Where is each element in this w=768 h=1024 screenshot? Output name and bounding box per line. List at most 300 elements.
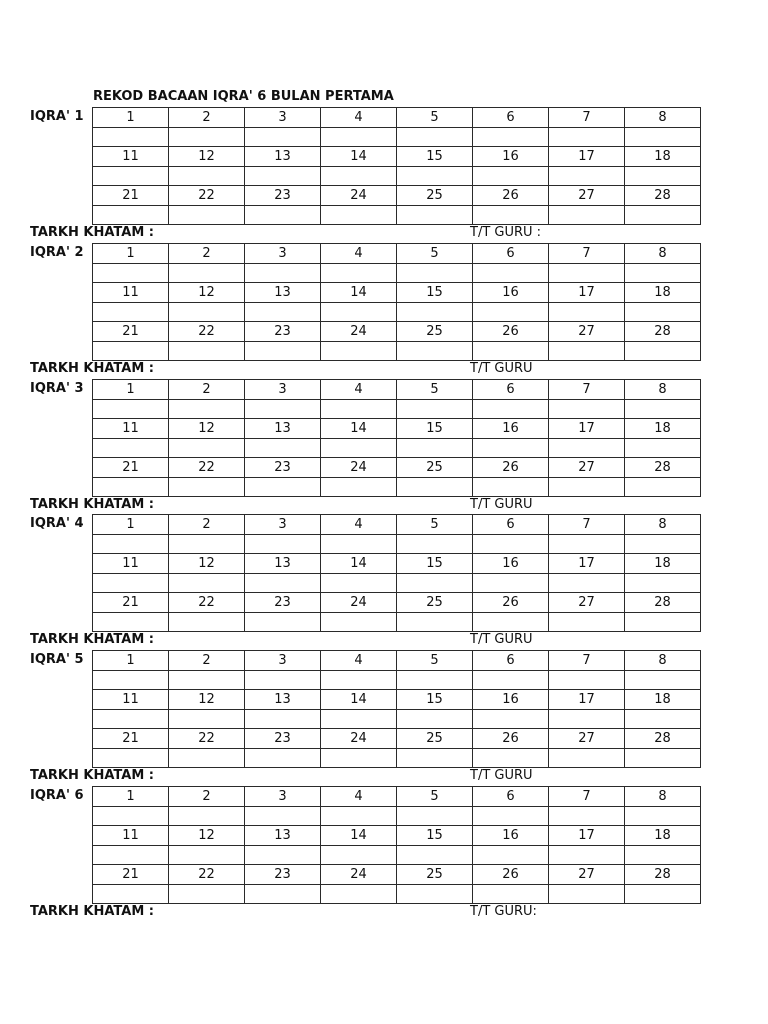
page-number-cell: 12 <box>169 826 245 846</box>
page-number-cell: 4 <box>321 651 397 671</box>
page-record-table <box>92 650 701 768</box>
khatam-date-label: TARKH KHATAM : <box>30 497 154 512</box>
page-number-cell: 17 <box>549 419 625 439</box>
teacher-signature-label: T/T GURU <box>470 361 533 376</box>
entry-cell[interactable] <box>549 263 625 283</box>
entry-cell[interactable] <box>625 534 701 554</box>
entry-cell[interactable] <box>93 166 169 186</box>
page-number-cell: 5 <box>397 787 473 807</box>
page-number-cell: 3 <box>245 380 321 400</box>
entry-row <box>93 534 701 554</box>
page-number-row <box>93 108 701 128</box>
page-number-cell: 17 <box>549 554 625 574</box>
page-number-cell: 2 <box>169 244 245 264</box>
page-number-row <box>93 651 701 671</box>
page-number-cell: 21 <box>93 729 169 749</box>
entry-cell[interactable] <box>397 845 473 865</box>
entry-cell[interactable] <box>625 127 701 147</box>
entry-cell[interactable] <box>549 477 625 497</box>
page-number-row <box>93 515 701 535</box>
entry-cell[interactable] <box>549 670 625 690</box>
page-number-cell: 26 <box>473 865 549 885</box>
entry-cell[interactable] <box>321 399 397 419</box>
entry-cell[interactable] <box>549 573 625 593</box>
page-number-cell: 6 <box>473 108 549 128</box>
page-number-cell: 25 <box>397 593 473 613</box>
entry-row <box>93 573 701 593</box>
entry-cell[interactable] <box>473 166 549 186</box>
page-number-cell: 8 <box>625 515 701 535</box>
entry-row <box>93 127 701 147</box>
entry-cell[interactable] <box>549 612 625 632</box>
page-number-cell: 3 <box>245 651 321 671</box>
entry-cell[interactable] <box>245 438 321 458</box>
entry-cell[interactable] <box>549 302 625 322</box>
page-number-row <box>93 554 701 574</box>
entry-cell[interactable] <box>473 341 549 361</box>
page-number-cell: 18 <box>625 419 701 439</box>
entry-cell[interactable] <box>93 748 169 768</box>
entry-cell[interactable] <box>169 166 245 186</box>
entry-cell[interactable] <box>321 477 397 497</box>
page-record-table <box>92 243 701 361</box>
entry-cell[interactable] <box>397 477 473 497</box>
page-number-cell: 18 <box>625 554 701 574</box>
entry-cell[interactable] <box>473 438 549 458</box>
entry-cell[interactable] <box>321 127 397 147</box>
entry-cell[interactable] <box>625 884 701 904</box>
entry-cell[interactable] <box>397 534 473 554</box>
iqra-block-4 <box>0 514 768 650</box>
teacher-signature-label: T/T GURU <box>470 497 533 512</box>
page-number-cell: 13 <box>245 283 321 303</box>
page-number-cell: 26 <box>473 593 549 613</box>
entry-cell[interactable] <box>549 127 625 147</box>
entry-cell[interactable] <box>397 127 473 147</box>
entry-cell[interactable] <box>397 399 473 419</box>
entry-cell[interactable] <box>169 612 245 632</box>
entry-cell[interactable] <box>397 709 473 729</box>
entry-cell[interactable] <box>245 806 321 826</box>
page-number-cell: 3 <box>245 515 321 535</box>
entry-cell[interactable] <box>245 477 321 497</box>
page-number-cell: 12 <box>169 690 245 710</box>
page-number-cell: 7 <box>549 787 625 807</box>
entry-cell[interactable] <box>473 845 549 865</box>
page-number-cell: 17 <box>549 826 625 846</box>
entry-cell[interactable] <box>93 573 169 593</box>
entry-cell[interactable] <box>169 205 245 225</box>
entry-cell[interactable] <box>169 748 245 768</box>
page-number-cell: 17 <box>549 690 625 710</box>
page-number-cell: 24 <box>321 593 397 613</box>
page-number-cell: 23 <box>245 186 321 206</box>
entry-cell[interactable] <box>245 399 321 419</box>
page-number-cell: 12 <box>169 147 245 167</box>
entry-cell[interactable] <box>321 845 397 865</box>
entry-cell[interactable] <box>397 573 473 593</box>
entry-cell[interactable] <box>549 845 625 865</box>
entry-cell[interactable] <box>93 612 169 632</box>
page-number-cell: 5 <box>397 380 473 400</box>
entry-cell[interactable] <box>397 748 473 768</box>
entry-cell[interactable] <box>321 709 397 729</box>
entry-cell[interactable] <box>625 166 701 186</box>
entry-cell[interactable] <box>93 477 169 497</box>
entry-cell[interactable] <box>245 670 321 690</box>
entry-cell[interactable] <box>169 263 245 283</box>
page-number-cell: 23 <box>245 729 321 749</box>
entry-cell[interactable] <box>625 205 701 225</box>
entry-cell[interactable] <box>397 341 473 361</box>
entry-cell[interactable] <box>245 884 321 904</box>
page-number-cell: 1 <box>93 380 169 400</box>
iqra-label: IQRA' 5 <box>30 652 84 667</box>
entry-cell[interactable] <box>473 399 549 419</box>
entry-cell[interactable] <box>473 748 549 768</box>
entry-cell[interactable] <box>549 884 625 904</box>
iqra-label: IQRA' 3 <box>30 381 84 396</box>
page-number-cell: 8 <box>625 651 701 671</box>
page-number-cell: 14 <box>321 283 397 303</box>
entry-cell[interactable] <box>321 438 397 458</box>
entry-cell[interactable] <box>321 341 397 361</box>
entry-cell[interactable] <box>397 670 473 690</box>
entry-cell[interactable] <box>169 845 245 865</box>
entry-cell[interactable] <box>397 806 473 826</box>
page-number-cell: 6 <box>473 787 549 807</box>
entry-row <box>93 205 701 225</box>
page-number-cell: 5 <box>397 108 473 128</box>
entry-cell[interactable] <box>397 263 473 283</box>
entry-cell[interactable] <box>473 709 549 729</box>
entry-cell[interactable] <box>549 748 625 768</box>
entry-cell[interactable] <box>93 302 169 322</box>
entry-cell[interactable] <box>169 884 245 904</box>
page-number-cell: 4 <box>321 380 397 400</box>
page-number-row <box>93 865 701 885</box>
entry-row <box>93 477 701 497</box>
entry-cell[interactable] <box>93 127 169 147</box>
entry-row <box>93 166 701 186</box>
page-number-cell: 5 <box>397 651 473 671</box>
entry-cell[interactable] <box>321 302 397 322</box>
entry-row <box>93 709 701 729</box>
entry-cell[interactable] <box>169 302 245 322</box>
entry-cell[interactable] <box>321 806 397 826</box>
page-number-row <box>93 787 701 807</box>
entry-cell[interactable] <box>93 263 169 283</box>
page-number-row <box>93 147 701 167</box>
page-number-cell: 4 <box>321 787 397 807</box>
entry-cell[interactable] <box>397 612 473 632</box>
entry-cell[interactable] <box>169 399 245 419</box>
entry-cell[interactable] <box>473 806 549 826</box>
page-number-cell: 11 <box>93 283 169 303</box>
entry-cell[interactable] <box>169 670 245 690</box>
page-number-cell: 28 <box>625 865 701 885</box>
page-number-cell: 15 <box>397 283 473 303</box>
entry-cell[interactable] <box>93 438 169 458</box>
page-number-cell: 17 <box>549 147 625 167</box>
entry-cell[interactable] <box>245 341 321 361</box>
page-number-row <box>93 729 701 749</box>
page-number-cell: 5 <box>397 244 473 264</box>
entry-cell[interactable] <box>169 438 245 458</box>
page-number-row <box>93 380 701 400</box>
page-number-cell: 12 <box>169 554 245 574</box>
page-number-cell: 15 <box>397 554 473 574</box>
entry-cell[interactable] <box>473 534 549 554</box>
page-number-cell: 4 <box>321 515 397 535</box>
entry-cell[interactable] <box>625 477 701 497</box>
page-number-cell: 24 <box>321 458 397 478</box>
entry-cell[interactable] <box>549 709 625 729</box>
page-number-cell: 26 <box>473 186 549 206</box>
page-number-row <box>93 283 701 303</box>
entry-cell[interactable] <box>397 884 473 904</box>
page-number-cell: 12 <box>169 419 245 439</box>
entry-cell[interactable] <box>321 534 397 554</box>
page-number-cell: 21 <box>93 593 169 613</box>
page-number-cell: 11 <box>93 147 169 167</box>
entry-cell[interactable] <box>625 748 701 768</box>
entry-cell[interactable] <box>397 302 473 322</box>
entry-cell[interactable] <box>625 845 701 865</box>
page-number-cell: 14 <box>321 690 397 710</box>
entry-cell[interactable] <box>625 573 701 593</box>
entry-cell[interactable] <box>549 205 625 225</box>
page-number-cell: 16 <box>473 690 549 710</box>
page-number-cell: 28 <box>625 186 701 206</box>
khatam-date-label: TARKH KHATAM : <box>30 632 154 647</box>
page-number-cell: 17 <box>549 283 625 303</box>
page-number-cell: 4 <box>321 244 397 264</box>
entry-row <box>93 670 701 690</box>
entry-cell[interactable] <box>321 884 397 904</box>
entry-cell[interactable] <box>245 845 321 865</box>
entry-cell[interactable] <box>321 612 397 632</box>
page-number-cell: 23 <box>245 322 321 342</box>
page-number-cell: 21 <box>93 865 169 885</box>
entry-cell[interactable] <box>321 166 397 186</box>
page-number-cell: 22 <box>169 458 245 478</box>
entry-cell[interactable] <box>473 302 549 322</box>
entry-cell[interactable] <box>625 263 701 283</box>
page-number-cell: 22 <box>169 865 245 885</box>
entry-cell[interactable] <box>245 748 321 768</box>
entry-cell[interactable] <box>245 612 321 632</box>
entry-cell[interactable] <box>169 709 245 729</box>
page-number-cell: 1 <box>93 651 169 671</box>
entry-cell[interactable] <box>245 127 321 147</box>
page-number-cell: 2 <box>169 787 245 807</box>
page-number-cell: 24 <box>321 186 397 206</box>
entry-cell[interactable] <box>93 845 169 865</box>
entry-cell[interactable] <box>321 573 397 593</box>
entry-cell[interactable] <box>473 205 549 225</box>
page-number-cell: 26 <box>473 322 549 342</box>
page-number-cell: 7 <box>549 515 625 535</box>
page-number-cell: 3 <box>245 787 321 807</box>
entry-cell[interactable] <box>321 205 397 225</box>
page-number-cell: 6 <box>473 244 549 264</box>
entry-cell[interactable] <box>397 166 473 186</box>
entry-cell[interactable] <box>549 341 625 361</box>
entry-cell[interactable] <box>625 438 701 458</box>
iqra-block-1 <box>0 107 768 243</box>
page-number-cell: 7 <box>549 108 625 128</box>
page-number-cell: 22 <box>169 593 245 613</box>
entry-cell[interactable] <box>93 341 169 361</box>
entry-cell[interactable] <box>321 748 397 768</box>
entry-row <box>93 806 701 826</box>
page-number-cell: 27 <box>549 186 625 206</box>
page-number-cell: 2 <box>169 380 245 400</box>
entry-cell[interactable] <box>549 806 625 826</box>
khatam-date-label: TARKH KHATAM : <box>30 768 154 783</box>
iqra-label: IQRA' 4 <box>30 516 84 531</box>
page-number-cell: 6 <box>473 515 549 535</box>
page-number-cell: 16 <box>473 147 549 167</box>
page-number-cell: 3 <box>245 244 321 264</box>
entry-cell[interactable] <box>625 670 701 690</box>
page-number-cell: 21 <box>93 458 169 478</box>
page-number-cell: 25 <box>397 865 473 885</box>
entry-cell[interactable] <box>473 612 549 632</box>
entry-cell[interactable] <box>473 477 549 497</box>
page-number-cell: 16 <box>473 826 549 846</box>
page-number-row <box>93 826 701 846</box>
page-number-row <box>93 244 701 264</box>
iqra-block-5 <box>0 650 768 786</box>
entry-cell[interactable] <box>93 709 169 729</box>
page-number-cell: 28 <box>625 729 701 749</box>
page-number-cell: 13 <box>245 419 321 439</box>
iqra-block-3 <box>0 379 768 515</box>
entry-cell[interactable] <box>245 166 321 186</box>
page-number-cell: 15 <box>397 147 473 167</box>
page-number-cell: 14 <box>321 554 397 574</box>
page-number-cell: 27 <box>549 322 625 342</box>
page-number-cell: 27 <box>549 593 625 613</box>
entry-cell[interactable] <box>625 399 701 419</box>
page-number-row <box>93 690 701 710</box>
page-number-cell: 23 <box>245 593 321 613</box>
iqra-label: IQRA' 1 <box>30 109 84 124</box>
page-number-cell: 6 <box>473 380 549 400</box>
iqra-block-2 <box>0 243 768 379</box>
entry-cell[interactable] <box>625 302 701 322</box>
entry-cell[interactable] <box>473 263 549 283</box>
page-number-row <box>93 186 701 206</box>
entry-cell[interactable] <box>321 263 397 283</box>
page-number-cell: 26 <box>473 729 549 749</box>
entry-cell[interactable] <box>321 670 397 690</box>
entry-cell[interactable] <box>397 438 473 458</box>
entry-cell[interactable] <box>169 806 245 826</box>
entry-cell[interactable] <box>473 127 549 147</box>
entry-cell[interactable] <box>473 573 549 593</box>
entry-cell[interactable] <box>93 670 169 690</box>
entry-cell[interactable] <box>169 534 245 554</box>
entry-cell[interactable] <box>625 341 701 361</box>
entry-cell[interactable] <box>549 534 625 554</box>
page-number-cell: 25 <box>397 729 473 749</box>
entry-cell[interactable] <box>93 884 169 904</box>
entry-cell[interactable] <box>397 205 473 225</box>
entry-cell[interactable] <box>93 205 169 225</box>
entry-cell[interactable] <box>169 573 245 593</box>
page-number-cell: 14 <box>321 147 397 167</box>
iqra-label: IQRA' 2 <box>30 245 84 260</box>
page-number-cell: 13 <box>245 826 321 846</box>
page-number-cell: 13 <box>245 147 321 167</box>
entry-cell[interactable] <box>169 477 245 497</box>
page-number-cell: 2 <box>169 515 245 535</box>
page-number-cell: 22 <box>169 322 245 342</box>
entry-cell[interactable] <box>245 205 321 225</box>
page-number-cell: 27 <box>549 458 625 478</box>
page-number-cell: 22 <box>169 729 245 749</box>
page-number-cell: 2 <box>169 108 245 128</box>
entry-cell[interactable] <box>625 709 701 729</box>
entry-cell[interactable] <box>473 884 549 904</box>
entry-cell[interactable] <box>93 534 169 554</box>
page-number-cell: 11 <box>93 690 169 710</box>
page-number-cell: 8 <box>625 108 701 128</box>
teacher-signature-label: T/T GURU : <box>470 225 542 240</box>
entry-cell[interactable] <box>245 534 321 554</box>
entry-cell[interactable] <box>549 399 625 419</box>
entry-cell[interactable] <box>169 127 245 147</box>
page-number-cell: 14 <box>321 419 397 439</box>
entry-row <box>93 612 701 632</box>
entry-cell[interactable] <box>245 709 321 729</box>
entry-cell[interactable] <box>549 166 625 186</box>
page-record-table <box>92 514 701 632</box>
page-number-cell: 18 <box>625 690 701 710</box>
page-number-cell: 24 <box>321 322 397 342</box>
entry-cell[interactable] <box>93 806 169 826</box>
page-number-cell: 16 <box>473 554 549 574</box>
entry-cell[interactable] <box>625 612 701 632</box>
khatam-date-label: TARKH KHATAM : <box>30 361 154 376</box>
page-title: REKOD BACAAN IQRA' 6 BULAN PERTAMA <box>93 89 394 104</box>
page-number-cell: 1 <box>93 244 169 264</box>
page-number-cell: 18 <box>625 283 701 303</box>
entry-cell[interactable] <box>245 573 321 593</box>
page-number-cell: 8 <box>625 380 701 400</box>
entry-cell[interactable] <box>245 263 321 283</box>
page-number-cell: 12 <box>169 283 245 303</box>
entry-cell[interactable] <box>473 670 549 690</box>
entry-cell[interactable] <box>625 806 701 826</box>
entry-cell[interactable] <box>169 341 245 361</box>
page-number-cell: 7 <box>549 380 625 400</box>
page-number-cell: 1 <box>93 108 169 128</box>
entry-cell[interactable] <box>93 399 169 419</box>
entry-row <box>93 263 701 283</box>
entry-cell[interactable] <box>549 438 625 458</box>
page-number-cell: 15 <box>397 826 473 846</box>
page-number-cell: 7 <box>549 244 625 264</box>
page-number-cell: 28 <box>625 593 701 613</box>
page-number-cell: 15 <box>397 419 473 439</box>
entry-cell[interactable] <box>245 302 321 322</box>
page-number-cell: 14 <box>321 826 397 846</box>
page-number-cell: 28 <box>625 322 701 342</box>
